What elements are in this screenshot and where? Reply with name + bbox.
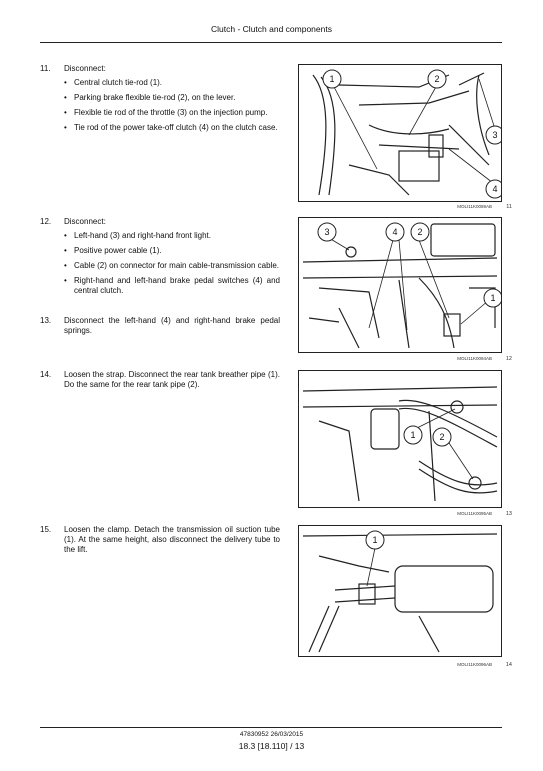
- footer-doc-ref: 47830952 26/03/2015: [239, 731, 304, 738]
- figure-number: 12: [505, 356, 512, 362]
- callout-1: 1: [329, 74, 335, 84]
- bullet-item: • Cable (2) on connector for main cable-transmission cable.: [64, 261, 280, 271]
- figure-13-illustration: [298, 370, 502, 508]
- figure-code: MOLI11K0089AB: [457, 204, 492, 209]
- figure-code: MOLI11K0096AB: [457, 662, 492, 667]
- step-number: 13.: [40, 316, 52, 325]
- step-12: [40, 217, 280, 301]
- rear-tank-pipes-drawing: [299, 371, 501, 507]
- figure-number: 11: [506, 204, 512, 210]
- clutch-tie-rods-drawing: [299, 65, 501, 201]
- front-lights-cables-drawing: [299, 218, 501, 352]
- figure-code: MOLI11K0094AB: [457, 356, 492, 361]
- bullet-item: • Tie rod of the power take-off clutch (4) on the clutch case.: [64, 123, 280, 133]
- figure-number: 13: [505, 511, 512, 517]
- step-11: [40, 64, 280, 138]
- footer-page-number: 18.3 [18.110] / 13: [238, 741, 305, 751]
- callout-1: 1: [410, 430, 416, 440]
- callout-3: 3: [492, 130, 498, 140]
- callout-2: 2: [439, 432, 445, 442]
- step-intro: Disconnect:: [64, 64, 106, 73]
- callout-1: 1: [372, 535, 378, 545]
- step-number: 14.: [40, 370, 52, 379]
- bullet-item: • Central clutch tie-rod (1).: [64, 78, 280, 88]
- suction-tube-drawing: [299, 526, 501, 656]
- step-text: Loosen the clamp. Detach the transmission oil suction tube (1). At the same height, also disconnect the delivery tube to the lift.: [64, 525, 280, 554]
- callout-2: 2: [434, 74, 440, 84]
- callout-4: 4: [392, 227, 398, 237]
- callout-2: 2: [417, 227, 423, 237]
- step-bullet-list: [64, 231, 280, 296]
- step-intro: Disconnect:: [64, 217, 106, 226]
- figure-14-illustration: [298, 525, 502, 657]
- step-number: 12.: [40, 217, 52, 226]
- step-text: Loosen the strap. Disconnect the rear tank breather pipe (1). Do the same for the rear tank pipe (2).: [64, 370, 280, 389]
- footer-rule: [40, 727, 502, 728]
- bullet-item: • Parking brake flexible tie-rod (2), on the lever.: [64, 93, 280, 103]
- header-rule: [40, 42, 502, 43]
- bullet-item: • Left-hand (3) and right-hand front light.: [64, 231, 280, 241]
- bullet-item: • Positive power cable (1).: [64, 246, 280, 256]
- callout-1: 1: [490, 293, 496, 303]
- step-bullet-list: [64, 78, 280, 133]
- step-number: 11.: [40, 64, 51, 73]
- step-13: [40, 316, 280, 336]
- step-text: Disconnect the left-hand (4) and right-hand brake pedal springs.: [64, 316, 280, 335]
- step-15: [40, 525, 280, 555]
- callout-4: 4: [492, 184, 498, 194]
- figure-12-illustration: [298, 217, 502, 353]
- bullet-item: • Right-hand and left-hand brake pedal switches (4) and central clutch.: [64, 276, 280, 296]
- step-14: [40, 370, 280, 390]
- figure-11-illustration: [298, 64, 502, 202]
- page-header: Clutch - Clutch and components: [211, 24, 332, 34]
- callout-3: 3: [324, 227, 330, 237]
- bullet-item: • Flexible tie rod of the throttle (3) on the injection pump.: [64, 108, 280, 118]
- step-number: 15.: [40, 525, 52, 534]
- figure-number: 14: [505, 662, 512, 668]
- figure-code: MOLI11K0095AB: [457, 511, 492, 516]
